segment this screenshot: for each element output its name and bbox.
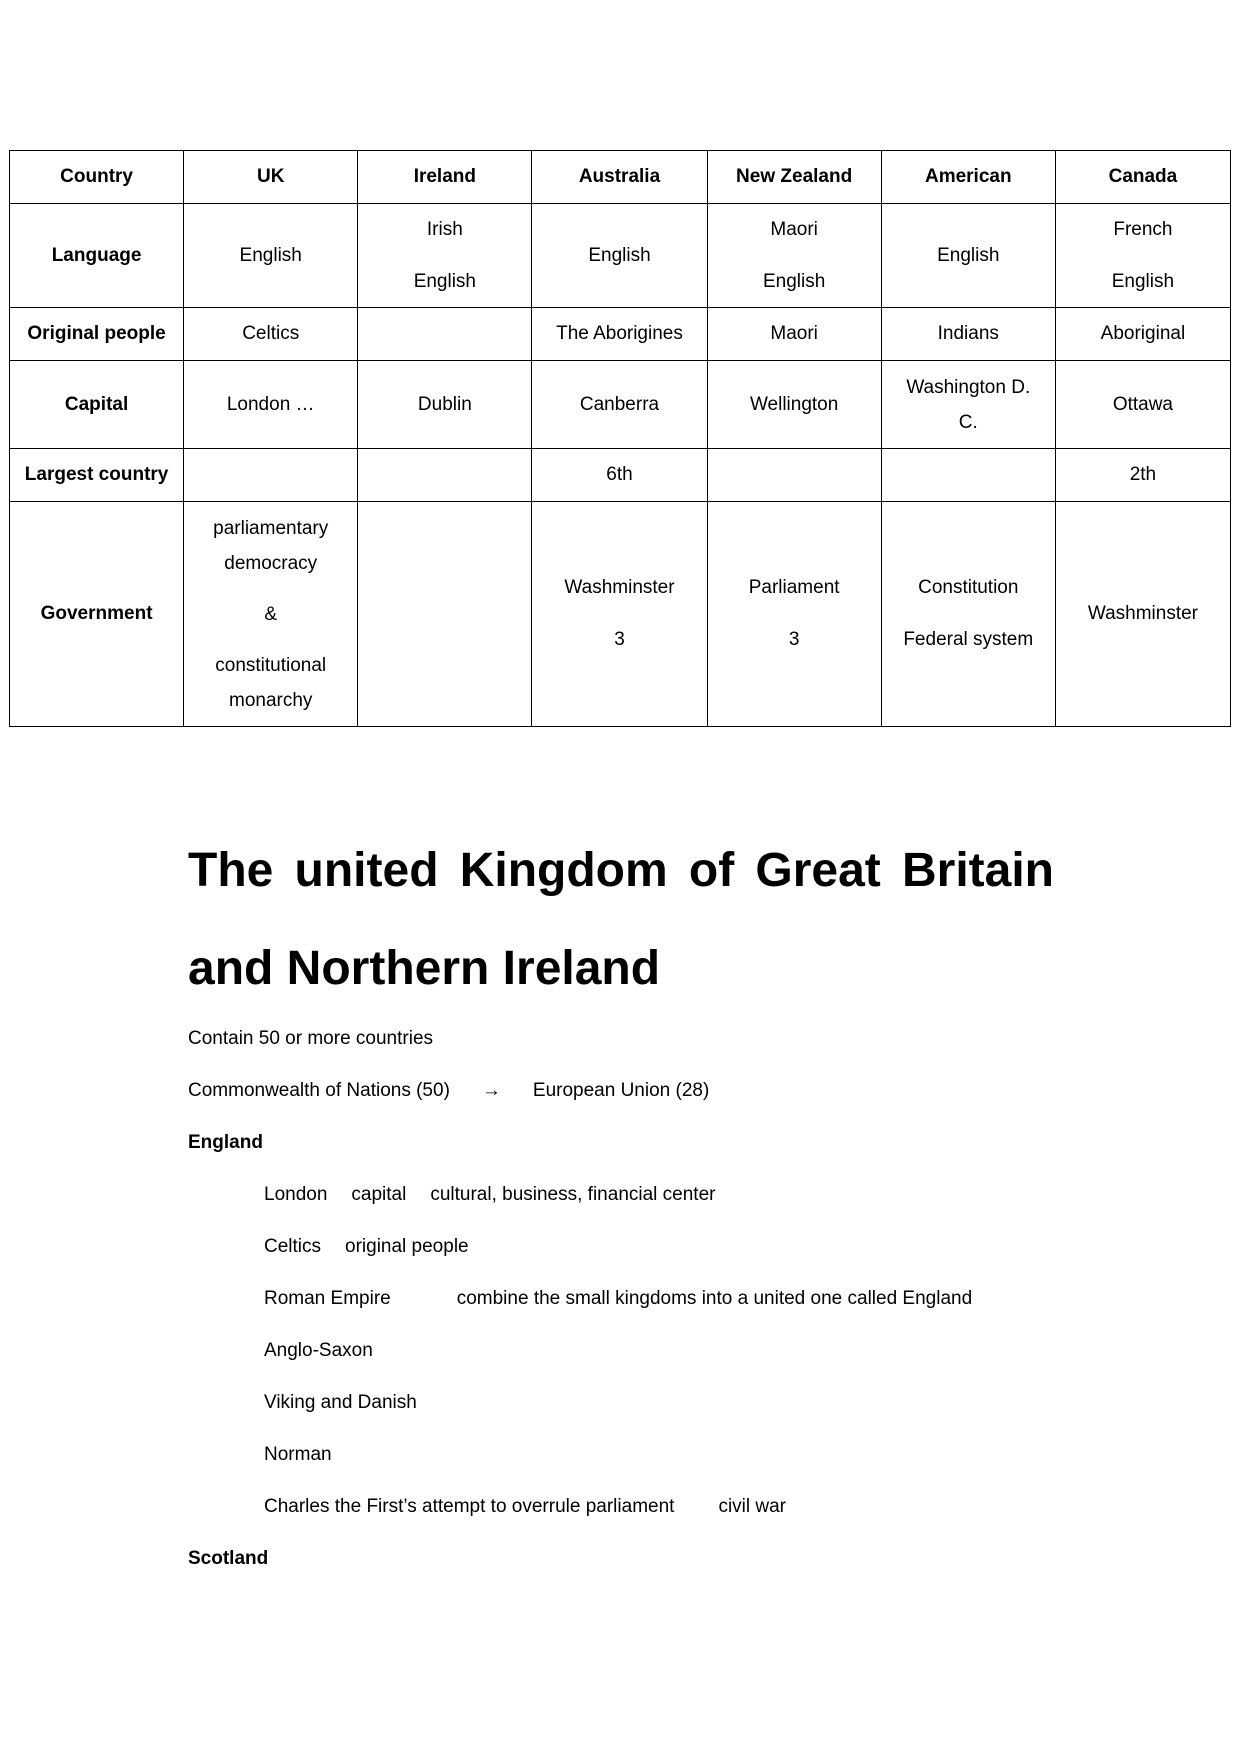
table-cell: Celtics: [184, 308, 358, 361]
row-label: Capital: [10, 361, 184, 449]
note-line: Anglo-Saxon: [264, 1340, 373, 1361]
note-text: capital: [351, 1184, 407, 1205]
note-heading-scotland: Scotland: [188, 1548, 269, 1569]
table-cell: [358, 502, 532, 727]
note-text: combine the small kingdoms into a united one called England: [456, 1288, 973, 1309]
country-comparison-table: [9, 150, 1231, 727]
table-cell: Irish English: [358, 204, 532, 308]
table-cell: French English: [1055, 204, 1230, 308]
note-line: Viking and Danish: [264, 1392, 417, 1413]
table-cell: Maori English: [707, 204, 881, 308]
table-cell: London …: [184, 361, 358, 449]
table-row-largest-country: [10, 449, 1231, 502]
table-cell: Washminster: [1055, 502, 1230, 727]
arrow-icon: →: [481, 1080, 501, 1101]
table-cell: The Aborigines: [532, 308, 707, 361]
table-cell: parliamentary democracy & constitutional monarchy: [184, 502, 358, 727]
header-cell: Country: [10, 151, 184, 204]
note-text: original people: [345, 1236, 469, 1257]
table-cell: Parliament 3: [707, 502, 881, 727]
note-line: [188, 1284, 1088, 1336]
table-cell: Indians: [881, 308, 1055, 361]
note-text: cultural, business, financial center: [430, 1184, 716, 1205]
table-cell: English: [881, 204, 1055, 308]
table-cell: Constitution Federal system: [881, 502, 1055, 727]
header-cell: Canada: [1055, 151, 1230, 204]
note-text: European Union (28): [532, 1080, 710, 1101]
section-heading: [188, 822, 1054, 1018]
note-line: Norman: [264, 1444, 332, 1465]
note-text: Charles the First’s attempt to overrule parliament: [264, 1496, 675, 1517]
table-cell: Ottawa: [1055, 361, 1230, 449]
table-header-row: [10, 151, 1231, 204]
note-text: Celtics: [264, 1236, 322, 1257]
table-cell: Washington D. C.: [881, 361, 1055, 449]
note-text: Commonwealth of Nations (50): [188, 1080, 450, 1101]
row-label: Government: [10, 502, 184, 727]
table-cell: Aboriginal: [1055, 308, 1230, 361]
table-cell: Maori: [707, 308, 881, 361]
header-cell: New Zealand: [707, 151, 881, 204]
row-label: Largest country: [10, 449, 184, 502]
note-text: Roman Empire: [264, 1288, 391, 1309]
table-cell: [881, 449, 1055, 502]
header-cell: Ireland: [358, 151, 532, 204]
table-cell: [358, 449, 532, 502]
table-cell: Canberra: [532, 361, 707, 449]
table-cell: Dublin: [358, 361, 532, 449]
heading-line-2: and Northern Ireland: [188, 942, 661, 995]
table-row-language: [10, 204, 1231, 308]
header-cell: American: [881, 151, 1055, 204]
table-cell: [707, 449, 881, 502]
table-cell: English: [184, 204, 358, 308]
note-heading-england: England: [188, 1132, 263, 1153]
note-line: [188, 1180, 1088, 1232]
table-cell: 2th: [1055, 449, 1230, 502]
table-cell: Wellington: [707, 361, 881, 449]
note-line: [188, 1076, 1088, 1128]
table-cell: [358, 308, 532, 361]
notes-list: [188, 1024, 1088, 1596]
header-cell: Australia: [532, 151, 707, 204]
table-cell: English: [532, 204, 707, 308]
header-cell: UK: [184, 151, 358, 204]
note-text: civil war: [718, 1496, 786, 1517]
note-line: [188, 1492, 1088, 1544]
table-cell: 6th: [532, 449, 707, 502]
row-label: Language: [10, 204, 184, 308]
row-label: Original people: [10, 308, 184, 361]
heading-line-1: The united Kingdom of Great Britain: [188, 844, 1054, 897]
table-row-original-people: [10, 308, 1231, 361]
table-row-capital: [10, 361, 1231, 449]
table-cell: [184, 449, 358, 502]
note-line: Contain 50 or more countries: [188, 1028, 434, 1049]
table-cell: Washminster 3: [532, 502, 707, 727]
table-row-government: [10, 502, 1231, 727]
note-text: London: [264, 1184, 328, 1205]
note-line: [188, 1232, 1088, 1284]
